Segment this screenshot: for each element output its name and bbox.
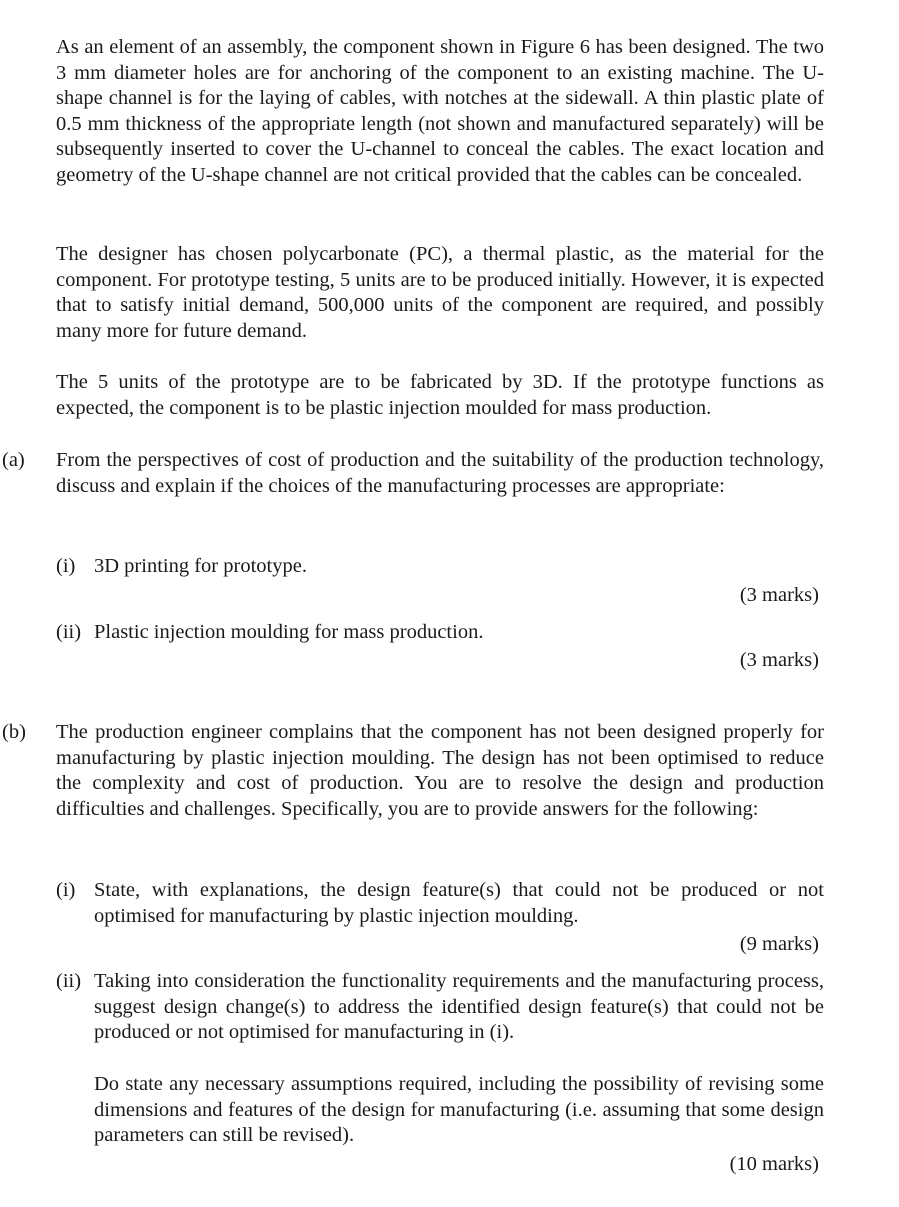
part-a-label: (a)	[2, 449, 25, 471]
part-a-i-marks: (3 marks)	[739, 584, 819, 606]
part-a-ii-text: Plastic injection moulding for mass production.	[94, 621, 484, 643]
part-a-i-label: (i)	[56, 555, 76, 577]
part-b-i-label: (i)	[56, 879, 76, 901]
part-b-label: (b)	[2, 721, 26, 743]
intro-paragraph-1: As an element of an assembly, the component shown in Figure 6 has been designed. The two 3 mm diameter holes are for anchoring of the component to an existing machine. The U-shape channel is for the laying of cables, with notches at the sidewall. A thin plastic plate of 0.5 mm thickness of the appropriate length (not shown and manufactured separately) will be subsequently inserted to cover the U-channel to conceal the cables. The exact location and geometry of the U-shape channel are not critical provided that the cables can be concealed.	[56, 36, 824, 186]
intro-paragraph-3: The 5 units of the prototype are to be fabricated by 3D. If the prototype functions as expected, the component is to be plastic injection moulded for mass production.	[56, 371, 824, 419]
part-b-text: The production engineer complains that the component has not been designed properly for manufacturing by plastic injection moulding. The design has not been optimised to reduce the complexity and cost of production. You are to resolve the design and production difficulties and challenges. Specifically, you are to provide answers for the following:	[56, 721, 824, 820]
part-b-ii-label: (ii)	[56, 970, 82, 992]
part-b-ii-marks: (10 marks)	[729, 1153, 819, 1175]
part-b-ii-assumptions: Do state any necessary assumptions required, including the possibility of revising some dimensions and features of the design for manufacturing (i.e. assuming that some design parameters can still be revised).	[94, 1073, 824, 1147]
part-a-ii-label: (ii)	[56, 621, 82, 643]
part-a-text: From the perspectives of cost of production and the suitability of the production technology, discuss and explain if the choices of the manufacturing processes are appropriate:	[56, 449, 824, 497]
part-b-ii-text: Taking into consideration the functionality requirements and the manufacturing process, suggest design change(s) to address the identified design feature(s) that could not be produced or not optimised for manufacturing in (i).	[94, 970, 824, 1044]
part-a-ii-marks: (3 marks)	[739, 649, 819, 671]
part-a-i-text: 3D printing for prototype.	[94, 555, 307, 577]
intro-paragraph-2: The designer has chosen polycarbonate (PC), a thermal plastic, as the material for the component. For prototype testing, 5 units are to be produced initially. However, it is expected that to satisfy initial demand, 500,000 units of the component are required, and possibly many more for future demand.	[56, 243, 824, 342]
part-b-i-text: State, with explanations, the design feature(s) that could not be produced or not optimised for manufacturing by plastic injection moulding.	[94, 879, 824, 927]
part-b-i-marks: (9 marks)	[739, 933, 819, 955]
